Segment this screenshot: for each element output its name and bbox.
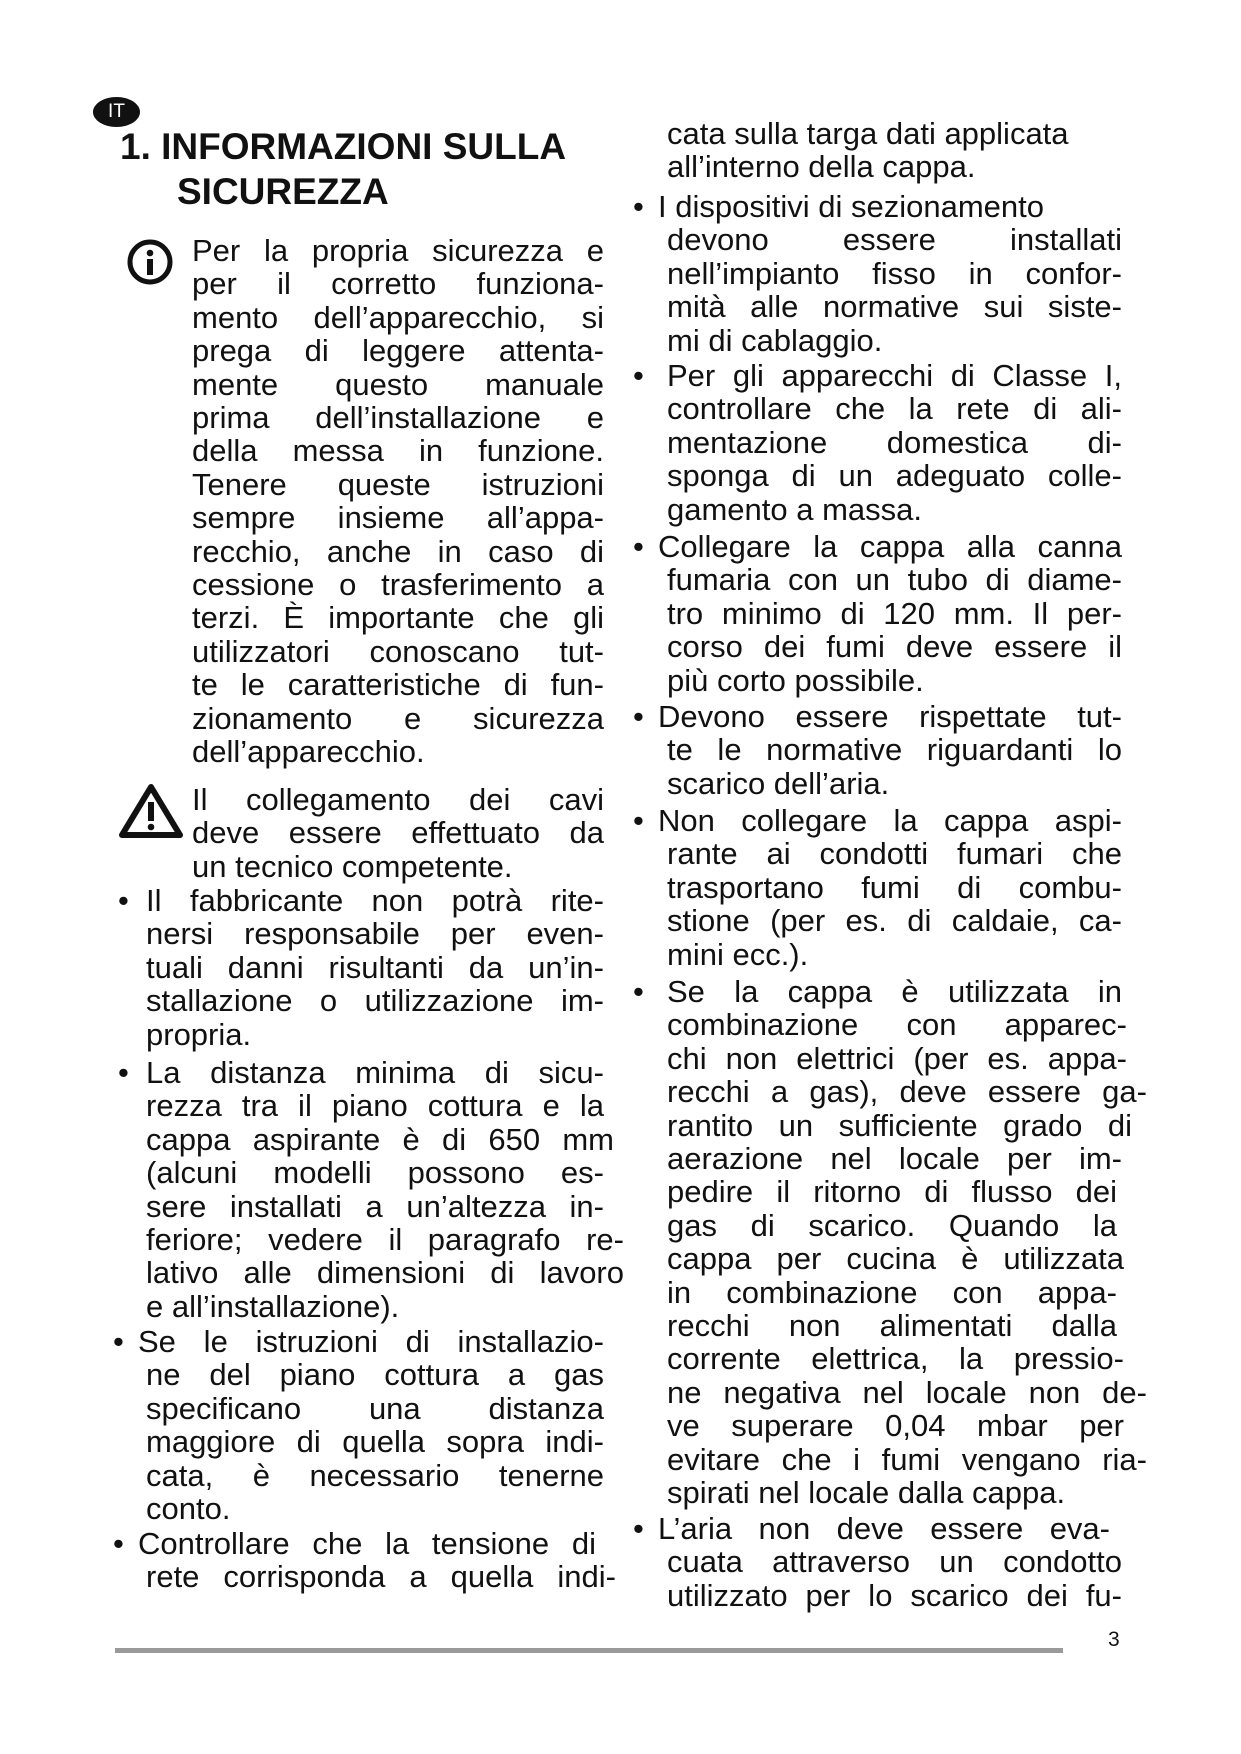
right-bullet-5	[658, 803, 1122, 972]
info-line: terzi. È importante che gli	[192, 600, 604, 636]
bullet-line: trasportano fumi di combu-	[667, 869, 1122, 905]
info-line: Per la propria sicurezza e	[192, 233, 604, 268]
bullet-line: I dispositivi di sezionamento	[658, 189, 1044, 224]
info-line: della messa in funzione.	[192, 433, 604, 469]
warning-triangle-icon	[118, 782, 184, 840]
bullet-line: lativo alle dimensioni di lavoro	[146, 1255, 624, 1291]
info-line: mente questo manuale	[192, 366, 604, 402]
bullet-line: nell’impianto fisso in confor-	[667, 255, 1122, 291]
info-note	[192, 234, 604, 769]
bullet-line: corso dei fumi deve essere il	[667, 629, 1122, 665]
bullet-line: ne negativa nel locale non de-	[667, 1374, 1147, 1410]
bullet-line: stione (per es. di caldaie, ca-	[667, 903, 1122, 939]
bullet-line: mini ecc.).	[667, 936, 809, 972]
bullet-line: più corto possibile.	[667, 662, 924, 698]
bullet-line: recchi non alimentati dalla	[667, 1308, 1117, 1344]
bullet-line: rante ai condotti fumari che	[667, 836, 1122, 872]
info-line: per il corretto funziona-	[192, 266, 604, 302]
bullet-mark: •	[633, 699, 644, 734]
bullet-line: tro minimo di 120 mm. Il per-	[667, 595, 1122, 631]
bullet-line: sere installati a un’altezza in-	[146, 1188, 604, 1224]
bullet-line: controllare che la rete di ali-	[667, 391, 1122, 427]
bullet-mark: •	[113, 1324, 124, 1359]
right-bullet-6	[667, 975, 1147, 1510]
continuation-line: all’interno della cappa.	[667, 149, 976, 185]
bullet-line: gamento a massa.	[667, 491, 923, 527]
info-line: dell’apparecchio.	[192, 734, 425, 770]
bullet-line: e all’installazione).	[146, 1288, 400, 1324]
bullet-line: corrente elettrica, la pressio-	[667, 1341, 1124, 1377]
bullet-mark: •	[633, 1511, 644, 1546]
info-line: cessione o trasferimento a	[192, 567, 604, 603]
info-line: sempre insieme all’appa-	[192, 500, 604, 536]
bullet-line: pedire il ritorno di flusso dei	[667, 1174, 1117, 1210]
bullet-mark: •	[633, 803, 644, 838]
info-line: prega di leggere attenta-	[192, 333, 604, 369]
info-icon	[125, 237, 175, 287]
bullet-line: in combinazione con appa-	[667, 1274, 1117, 1310]
bullet-line: Non collegare la cappa aspi-	[658, 803, 1122, 838]
bullet-line: rezza tra il piano cottura e la	[146, 1088, 604, 1124]
bullet-line: te le normative riguardanti lo	[667, 732, 1122, 768]
info-line: utilizzatori conoscano tut-	[192, 633, 604, 669]
footer-rule	[115, 1648, 1063, 1653]
bullet-mark: •	[633, 358, 644, 393]
bullet-line: cuata attraverso un condotto	[667, 1544, 1122, 1580]
warning-note	[192, 783, 604, 883]
right-bullet-4	[658, 699, 1122, 801]
bullet-line: aerazione nel locale per im-	[667, 1141, 1122, 1177]
page-number: 3	[1108, 1628, 1120, 1651]
bullet-line: cappa per cucina è utilizzata	[667, 1241, 1124, 1277]
bullet-line: nersi responsabile per even-	[146, 916, 604, 952]
left-bullet-1	[146, 884, 604, 1051]
bullet-line: ne del piano cottura a gas	[146, 1357, 604, 1393]
bullet-line: Il fabbricante non potrà rite-	[146, 883, 604, 918]
info-line: mento dell’apparecchio, si	[192, 299, 604, 335]
bullet-line: Se le istruzioni di installazio-	[138, 1324, 604, 1359]
right-bullet-7	[658, 1511, 1122, 1613]
section-heading-line-2: SICUREZZA	[177, 171, 389, 212]
bullet-line: tuali danni risultanti da un’in-	[146, 949, 604, 985]
section-heading-line-1: 1. INFORMAZIONI SULLA	[120, 126, 567, 167]
bullet-line: feriore; vedere il paragrafo re-	[146, 1222, 624, 1258]
bullet-line: maggiore di quella sopra indi-	[146, 1424, 604, 1460]
bullet-line: spirati nel locale dalla cappa.	[667, 1475, 1066, 1511]
continuation-line: cata sulla targa dati applicata	[667, 116, 1069, 151]
right-bullet-2	[667, 359, 1122, 526]
bullet-line: chi non elettrici (per es. appa-	[667, 1040, 1127, 1076]
bullet-line: mi di cablaggio.	[667, 322, 883, 358]
bullet-line: devono essere installati	[667, 222, 1122, 258]
bullet-line: evitare che i fumi vengano ria-	[667, 1441, 1147, 1477]
bullet-line: utilizzato per lo scarico dei fu-	[667, 1577, 1122, 1613]
info-line: recchio, anche in caso di	[192, 533, 604, 569]
bullet-mark: •	[118, 1055, 129, 1090]
language-badge: IT	[93, 97, 140, 127]
bullet-line: cappa aspirante è di 650 mm	[146, 1121, 614, 1157]
info-line: te le caratteristiche di fun-	[192, 667, 604, 703]
warning-line: un tecnico competente.	[192, 848, 513, 884]
warning-line: deve essere effettuato da	[192, 815, 604, 851]
right-bullet-1	[658, 189, 1122, 358]
bullet-line: specificano una distanza	[146, 1390, 604, 1426]
bullet-mark: •	[633, 974, 644, 1009]
bullet-line: scarico dell’aria.	[667, 765, 890, 801]
right-continuation	[667, 117, 1127, 184]
bullet-line: Devono essere rispettate tut-	[658, 699, 1122, 734]
bullet-line: rete corrisponda a quella indi-	[146, 1559, 616, 1595]
bullet-mark: •	[118, 883, 129, 918]
bullet-line: (alcuni modelli possono es-	[146, 1155, 604, 1191]
bullet-line: ve superare 0,04 mbar per	[667, 1408, 1124, 1444]
bullet-mark: •	[633, 189, 644, 224]
bullet-line: cata, è necessario tenerne	[146, 1457, 604, 1493]
bullet-line: fumaria con un tubo di diame-	[667, 562, 1122, 598]
bullet-line: rantito un sufficiente grado di	[667, 1107, 1132, 1143]
left-bullet-4	[138, 1526, 616, 1595]
bullet-line: combinazione con apparec-	[667, 1007, 1127, 1043]
right-bullet-3	[658, 529, 1122, 698]
info-line: Tenere queste istruzioni	[192, 466, 604, 502]
left-bullet-3	[138, 1324, 604, 1527]
bullet-line: mentazione domestica di-	[667, 424, 1122, 460]
bullet-line: propria.	[146, 1016, 252, 1052]
warning-line: Il collegamento dei cavi	[192, 782, 604, 817]
bullet-line: Collegare la cappa alla canna	[658, 529, 1122, 564]
bullet-line: Se la cappa è utilizzata in	[667, 974, 1122, 1009]
bullet-line: Controllare che la tensione di	[138, 1526, 596, 1561]
bullet-line: Per gli apparecchi di Classe I,	[667, 358, 1122, 393]
bullet-line: stallazione o utilizzazione im-	[146, 983, 604, 1019]
info-line: prima dell’installazione e	[192, 400, 604, 436]
bullet-line: gas di scarico. Quando la	[667, 1207, 1117, 1243]
bullet-line: La distanza minima di sicu-	[146, 1055, 604, 1090]
left-bullet-2	[146, 1056, 624, 1323]
bullet-line: sponga di un adeguato colle-	[667, 458, 1122, 494]
bullet-mark: •	[633, 529, 644, 564]
bullet-line: conto.	[146, 1491, 231, 1527]
bullet-line: L’aria non deve essere eva-	[658, 1511, 1110, 1546]
bullet-line: mità alle normative sui siste-	[667, 289, 1122, 325]
info-line: zionamento e sicurezza	[192, 700, 604, 736]
bullet-mark: •	[113, 1526, 124, 1561]
bullet-line: recchi a gas), deve essere ga-	[667, 1074, 1147, 1110]
